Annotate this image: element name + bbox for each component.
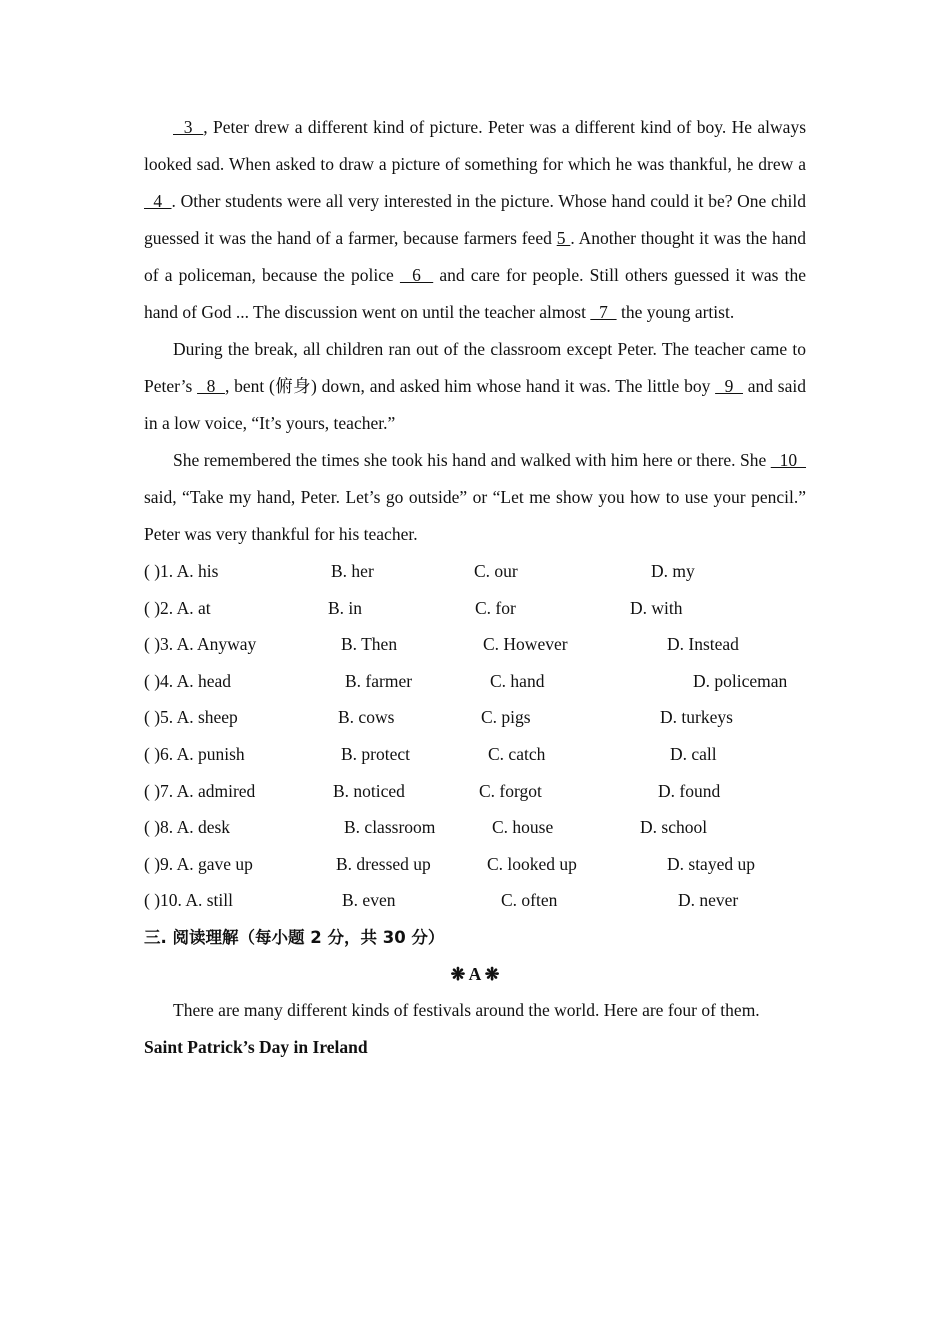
option-b: B. classroom: [344, 817, 436, 838]
option-c: C. often: [501, 890, 558, 911]
option-c: C. However: [483, 634, 568, 655]
passage-text: . Another thought it was the hand of a policeman, because the police: [144, 228, 806, 285]
passage-text: , bent (俯身) down, and asked him whose hand it was. The little boy: [224, 376, 716, 396]
question-row: [144, 553, 806, 590]
option-a: ( )1. A. his: [144, 561, 219, 581]
passage-text: and said in a low voice, “It’s yours, teacher.”: [144, 376, 807, 433]
passage-paragraph-1: [144, 109, 806, 331]
option-a: ( )3. A. Anyway: [144, 634, 257, 655]
option-b: B. noticed: [333, 780, 405, 801]
passage-text: During the break, all children ran out of the classroom except Peter. The teacher came to Peter’s: [144, 339, 806, 396]
option-a: ( )5. A. sheep: [144, 707, 238, 728]
option-a: ( )6. A. punish: [144, 743, 245, 764]
option-c: C. for: [475, 597, 516, 618]
section-subhead: ❋ A ❋: [450, 963, 500, 984]
option-c: C. house: [492, 817, 554, 838]
blank: 4: [144, 191, 172, 211]
blank: 8: [197, 376, 225, 396]
question-list: [144, 553, 806, 919]
option-c: C. looked up: [487, 853, 577, 874]
option-d: D. Instead: [667, 634, 739, 655]
option-c: C. forgot: [479, 780, 542, 801]
blank: 7: [590, 302, 617, 322]
option-a: ( )8. A. desk: [144, 817, 231, 838]
option-b: B. cows: [338, 707, 395, 728]
option-a: ( )10. A. still: [144, 890, 233, 911]
passage-text: the young artist.: [616, 302, 735, 322]
option-b: B. Then: [341, 634, 398, 655]
option-d: D. with: [630, 597, 683, 618]
passage-text: . Other students were all very interested in the picture. Whose hand could it be? One child guessed it was the hand of a farmer, because farmers feed: [144, 191, 807, 248]
option-c: C. pigs: [481, 707, 531, 728]
option-b: B. farmer: [345, 670, 413, 691]
passage-text: said, “Take my hand, Peter. Let’s go outside” or “Let me show you how to use your pencil.” Peter was very thankful for his teacher.: [144, 487, 806, 544]
question-row: [144, 773, 806, 810]
blank: 5: [556, 228, 571, 248]
option-d: D. stayed up: [667, 853, 755, 874]
section-title-text: 三. 阅读理解（每小题 2 分，共 30 分）: [144, 927, 445, 947]
option-a: ( )2. A. at: [144, 597, 211, 618]
option-b: B. in: [328, 597, 363, 618]
passage-paragraph-3: [144, 442, 806, 553]
passage-text: She remembered the times she took his hand and walked with him here or there. She: [173, 450, 771, 470]
option-b: B. dressed up: [336, 853, 431, 874]
option-c: C. our: [474, 561, 518, 581]
question-row: [144, 663, 806, 700]
passage-text: and care for people. Still others guessed it was the hand of God ... The discussion went on until the teacher almost: [144, 265, 807, 322]
option-c: C. hand: [490, 670, 545, 691]
question-row: [144, 699, 806, 736]
document-page: [144, 109, 806, 1065]
blank: 9: [715, 376, 743, 396]
option-b: B. even: [342, 890, 396, 911]
question-row: [144, 882, 806, 919]
option-d: D. turkeys: [660, 707, 733, 728]
option-b: B. protect: [341, 743, 411, 764]
option-c: C. catch: [488, 743, 546, 764]
blank: 3: [173, 117, 204, 137]
blank: 10: [770, 450, 807, 470]
option-a: ( )4. A. head: [144, 670, 231, 691]
passage-text: , Peter drew a different kind of picture. Peter was a different kind of boy. He always looked sad. When asked to draw a picture of something for which he was thankful, he drew a: [144, 117, 807, 174]
option-d: D. found: [658, 780, 721, 801]
option-d: D. call: [670, 743, 717, 764]
question-row: [144, 736, 806, 773]
question-row: [144, 846, 806, 883]
passage-paragraph-2: [144, 331, 806, 442]
option-a: ( )7. A. admired: [144, 780, 256, 801]
blank: 6: [399, 265, 434, 285]
option-b: B. her: [331, 561, 374, 581]
option-d: D. school: [640, 817, 708, 838]
section-title: [144, 919, 806, 956]
question-row: [144, 626, 806, 663]
reading-heading: Saint Patrick’s Day in Ireland: [144, 1037, 368, 1058]
reading-intro: There are many different kinds of festivals around the world. Here are four of them.: [173, 1000, 760, 1021]
option-d: D. my: [651, 561, 695, 581]
option-d: D. never: [678, 890, 739, 911]
option-a: ( )9. A. gave up: [144, 853, 253, 874]
option-d: D. policeman: [693, 670, 788, 691]
question-row: [144, 809, 806, 846]
question-row: [144, 590, 806, 627]
